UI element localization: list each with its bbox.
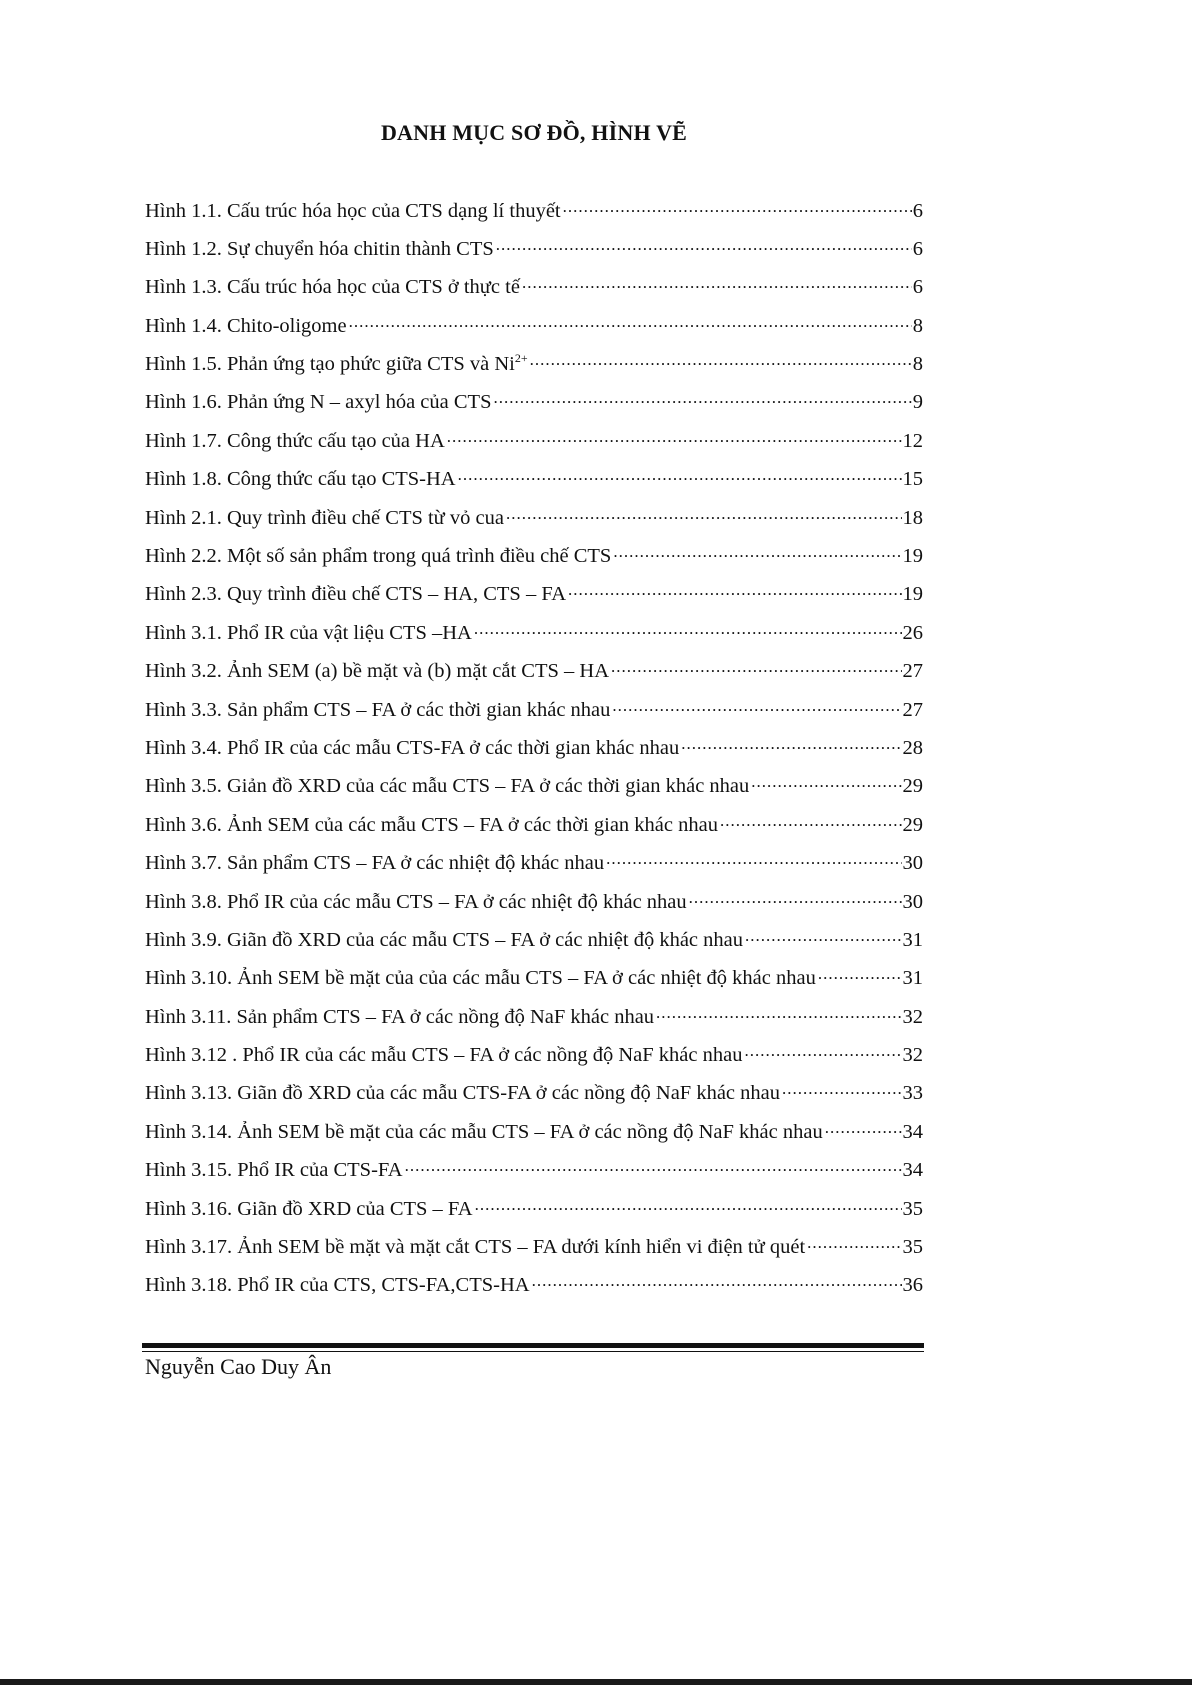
- toc-entry-text: Hình 3.16. Giãn đồ XRD của CTS – FA: [145, 1197, 473, 1220]
- toc-entry-text: Hình 3.5. Giản đồ XRD của các mẫu CTS – FA ở các thời gian khác nhau: [145, 775, 750, 798]
- toc-entry-page-number: 28: [902, 736, 923, 759]
- toc-entry-text: Hình 1.4. Chito-oligome: [145, 314, 347, 337]
- toc-entry-label: [145, 1006, 656, 1029]
- toc-entry-label: [145, 622, 474, 645]
- toc-dot-leader: [681, 733, 901, 754]
- toc-entry[interactable]: [145, 1002, 923, 1040]
- toc-entry[interactable]: [145, 695, 923, 733]
- toc-entry-page-number: 32: [902, 1044, 923, 1067]
- toc-entry-label: [145, 699, 612, 722]
- toc-entry-page-number: 35: [902, 1236, 923, 1259]
- toc-entry-text: Hình 3.15. Phổ IR của CTS-FA: [145, 1159, 403, 1182]
- toc-entry-text: Hình 3.9. Giãn đồ XRD của các mẫu CTS – FA ở các nhiệt độ khác nhau: [145, 928, 743, 951]
- toc-dot-leader: [613, 542, 901, 563]
- toc-entry-page-number: 18: [902, 506, 923, 529]
- toc-entry-label: [145, 775, 751, 798]
- toc-entry-label: [145, 1159, 405, 1182]
- toc-dot-leader: [506, 503, 902, 524]
- toc-entry-text: Hình 2.2. Một số sản phẩm trong quá trình điều chế CTS: [145, 545, 612, 568]
- toc-dot-leader: [496, 234, 912, 255]
- toc-entry[interactable]: [145, 733, 923, 771]
- toc-entry-label: [145, 200, 563, 223]
- toc-entry[interactable]: [145, 388, 923, 426]
- toc-entry-page-number: 27: [902, 660, 923, 683]
- toc-dot-leader: [606, 849, 901, 870]
- toc-entry-label: [145, 1274, 532, 1297]
- toc-entry[interactable]: [145, 887, 923, 925]
- toc-entry[interactable]: [145, 964, 923, 1002]
- toc-entry-page-number: 31: [902, 928, 923, 951]
- toc-entry[interactable]: [145, 350, 923, 388]
- page-title: DANH MỤC SƠ ĐỒ, HÌNH VẼ: [380, 120, 688, 145]
- toc-dot-leader: [447, 426, 902, 447]
- toc-entry[interactable]: [145, 234, 923, 272]
- toc-dot-leader: [825, 1117, 902, 1138]
- toc-entry-page-number: 33: [902, 1082, 923, 1105]
- toc-entry-label: [145, 1198, 475, 1221]
- toc-entry-text: Hình 1.5. Phản ứng tạo phức giữa CTS và Ni: [145, 353, 515, 376]
- toc-entry-page-number: 9: [912, 391, 923, 414]
- toc-dot-leader: [807, 1233, 901, 1254]
- toc-entry-page-number: 30: [902, 890, 923, 913]
- toc-dot-leader: [656, 1002, 901, 1023]
- toc-entry-label: [145, 1121, 825, 1144]
- toc-entry-page-number: 8: [912, 353, 923, 376]
- toc-entry-label: [145, 737, 681, 760]
- toc-entry-text: Hình 3.10. Ảnh SEM bề mặt của của các mẫu CTS – FA ở các nhiệt độ khác nhau: [145, 967, 816, 990]
- toc-entry-label: [145, 967, 818, 990]
- toc-entry[interactable]: [145, 426, 923, 464]
- toc-entry-text: Hình 3.11. Sản phẩm CTS – FA ở các nồng độ NaF khác nhau: [145, 1005, 655, 1028]
- toc-entry-page-number: 8: [912, 314, 923, 337]
- toc-dot-leader: [745, 925, 902, 946]
- toc-entry-label: [145, 929, 745, 952]
- toc-entry-label: [145, 1044, 744, 1067]
- toc-entry-page-number: 26: [902, 621, 923, 644]
- toc-entry-text: Hình 3.7. Sản phẩm CTS – FA ở các nhiệt độ khác nhau: [145, 852, 605, 875]
- toc-dot-leader: [458, 465, 902, 486]
- toc-entry[interactable]: [145, 618, 923, 656]
- toc-entry-page-number: 6: [912, 199, 923, 222]
- toc-entry-text: Hình 1.7. Công thức cấu tạo của HA: [145, 429, 445, 452]
- toc-entry[interactable]: [145, 810, 923, 848]
- toc-dot-leader: [563, 196, 912, 217]
- toc-entry-page-number: 15: [902, 468, 923, 491]
- toc-entry-text: Hình 3.4. Phổ IR của các mẫu CTS-FA ở các thời gian khác nhau: [145, 736, 680, 759]
- toc-dot-leader: [744, 1041, 901, 1062]
- toc-dot-leader: [720, 810, 902, 831]
- page-bottom-edge: [0, 1679, 1192, 1685]
- toc-entry-page-number: 29: [902, 813, 923, 836]
- toc-dot-leader: [568, 580, 901, 601]
- toc-dot-leader: [405, 1156, 902, 1177]
- footer-rule: [142, 1343, 924, 1352]
- toc-dot-leader: [782, 1079, 901, 1100]
- toc-entry-page-number: 31: [902, 967, 923, 990]
- toc-entry-text: Hình 3.14. Ảnh SEM bề mặt của các mẫu CTS – FA ở các nồng độ NaF khác nhau: [145, 1120, 823, 1143]
- toc-entry[interactable]: [145, 1156, 923, 1194]
- toc-entry-text: Hình 2.3. Quy trình điều chế CTS – HA, CTS – FA: [145, 583, 567, 606]
- toc-entry-page-number: 32: [902, 1005, 923, 1028]
- toc-entry-page-number: 35: [902, 1197, 923, 1220]
- toc-entry[interactable]: [145, 925, 923, 963]
- toc-entry-label: [145, 353, 530, 376]
- toc-entry[interactable]: [145, 1194, 923, 1232]
- toc-entry[interactable]: [145, 311, 923, 349]
- toc-entry-page-number: 19: [902, 545, 923, 568]
- toc-entry-text: Hình 3.12 . Phổ IR của các mẫu CTS – FA ở các nồng độ NaF khác nhau: [145, 1044, 743, 1067]
- toc-entry-text: Hình 3.2. Ảnh SEM (a) bề mặt và (b) mặt cắt CTS – HA: [145, 660, 610, 683]
- toc-dot-leader: [474, 618, 902, 639]
- toc-entry-text: Hình 2.1. Quy trình điều chế CTS từ vỏ cua: [145, 506, 504, 529]
- toc-entry[interactable]: [145, 580, 923, 618]
- toc-entry[interactable]: [145, 772, 923, 810]
- toc-entry-text: Hình 3.18. Phổ IR của CTS, CTS-FA,CTS-HA: [145, 1274, 530, 1297]
- toc-entry-label: [145, 391, 493, 414]
- toc-dot-leader: [612, 695, 901, 716]
- toc-entry[interactable]: [145, 1041, 923, 1079]
- toc-entry-label: [145, 1236, 807, 1259]
- toc-entry-text: Hình 1.3. Cấu trúc hóa học của CTS ở thực tế: [145, 276, 520, 299]
- toc-entry[interactable]: [145, 1079, 923, 1117]
- toc-entry-label: [145, 814, 720, 837]
- toc-dot-leader: [530, 350, 912, 371]
- toc-entry-page-number: 12: [902, 429, 923, 452]
- toc-dot-leader: [349, 311, 912, 332]
- toc-entry[interactable]: [145, 1271, 923, 1309]
- toc-dot-leader: [475, 1194, 902, 1215]
- toc-entry-label: [145, 583, 568, 606]
- toc-dot-leader: [611, 657, 901, 678]
- toc-entry[interactable]: [145, 503, 923, 541]
- toc-entry-label: [145, 891, 689, 914]
- toc-entry-label: [145, 430, 447, 453]
- toc-entry[interactable]: [145, 849, 923, 887]
- toc-entry-page-number: 36: [902, 1274, 923, 1297]
- toc-entry-text: Hình 1.1. Cấu trúc hóa học của CTS dạng lí thuyết: [145, 199, 561, 222]
- toc-entry-text: Hình 1.2. Sự chuyển hóa chitin thành CTS: [145, 237, 494, 260]
- toc-entry-page-number: 34: [902, 1120, 923, 1143]
- toc-entry-text: Hình 1.6. Phản ứng N – axyl hóa của CTS: [145, 391, 492, 414]
- toc-entry[interactable]: [145, 1117, 923, 1155]
- toc-entry[interactable]: [145, 542, 923, 580]
- toc-entry-page-number: 27: [902, 698, 923, 721]
- toc-entry-text: Hình 3.17. Ảnh SEM bề mặt và mặt cắt CTS – FA dưới kính hiển vi điện tử quét: [145, 1236, 806, 1259]
- toc-entry-page-number: 6: [912, 276, 923, 299]
- toc-entry[interactable]: [145, 1233, 923, 1271]
- toc-entry-page-number: 29: [902, 775, 923, 798]
- toc-entry-label: [145, 852, 606, 875]
- toc-entry-page-number: 30: [902, 852, 923, 875]
- toc-entry-text: Hình 3.8. Phổ IR của các mẫu CTS – FA ở các nhiệt độ khác nhau: [145, 890, 687, 913]
- toc-entry[interactable]: [145, 196, 923, 234]
- toc-entry-text: Hình 3.6. Ảnh SEM của các mẫu CTS – FA ở các thời gian khác nhau: [145, 813, 718, 836]
- toc-dot-leader: [751, 772, 901, 793]
- toc-entry-text: Hình 3.13. Giãn đồ XRD của các mẫu CTS-FA ở các nồng độ NaF khác nhau: [145, 1082, 781, 1105]
- toc-entry-text: Hình 3.3. Sản phẩm CTS – FA ở các thời gian khác nhau: [145, 698, 611, 721]
- toc-entry-label: [145, 545, 613, 568]
- toc-entry-text: Hình 1.8. Công thức cấu tạo CTS-HA: [145, 468, 456, 491]
- toc-entry-label: [145, 276, 522, 299]
- figure-list: [145, 196, 923, 1309]
- toc-entry-label: [145, 468, 458, 491]
- toc-entry-label: [145, 315, 349, 338]
- toc-entry[interactable]: [145, 465, 923, 503]
- toc-entry-label: [145, 507, 506, 530]
- toc-dot-leader: [493, 388, 911, 409]
- toc-entry-label: [145, 238, 496, 261]
- toc-entry-label: [145, 660, 611, 683]
- toc-entry-page-number: 34: [902, 1159, 923, 1182]
- toc-dot-leader: [522, 273, 912, 294]
- toc-dot-leader: [532, 1271, 902, 1292]
- toc-dot-leader: [818, 964, 902, 985]
- toc-entry-page-number: 6: [912, 237, 923, 260]
- toc-entry-superscript: 2+: [514, 351, 528, 366]
- toc-entry[interactable]: [145, 273, 923, 311]
- toc-entry-label: [145, 1082, 782, 1105]
- toc-entry[interactable]: [145, 657, 923, 695]
- toc-entry-page-number: 19: [902, 583, 923, 606]
- toc-dot-leader: [689, 887, 902, 908]
- author-name: Nguyễn Cao Duy Ân: [145, 1354, 332, 1379]
- toc-entry-text: Hình 3.1. Phổ IR của vật liệu CTS –HA: [145, 621, 472, 644]
